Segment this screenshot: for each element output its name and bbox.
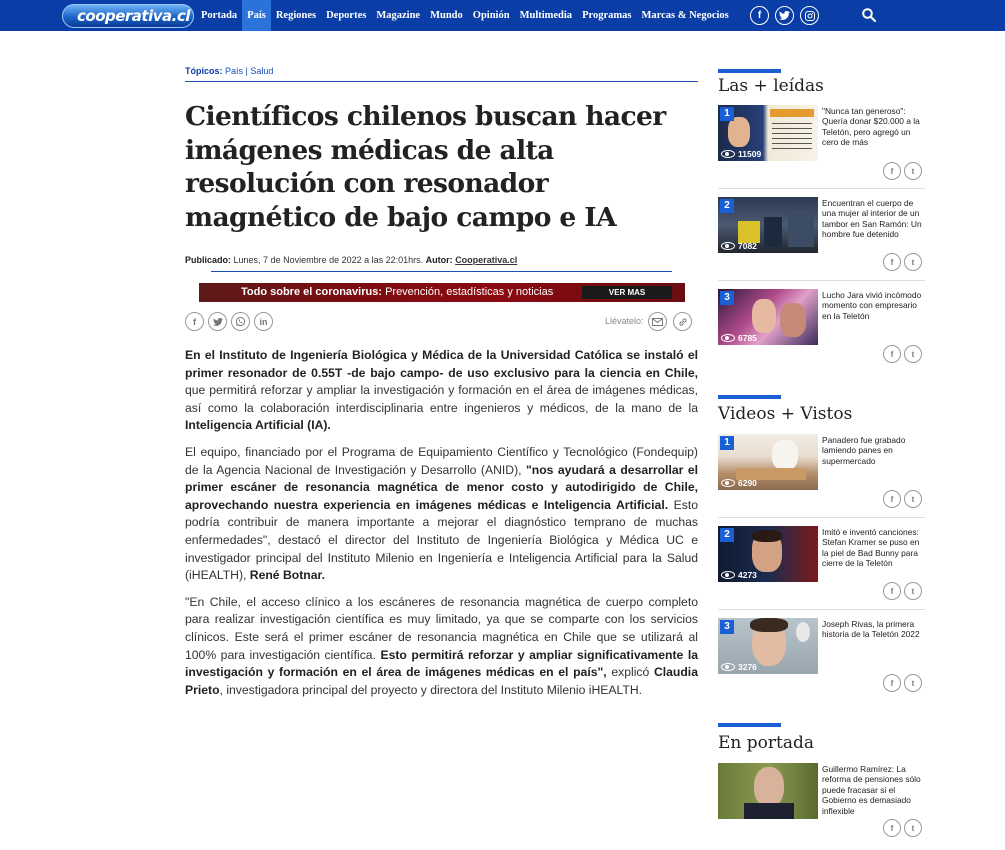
twitter-icon[interactable]: t bbox=[904, 674, 922, 692]
twitter-icon[interactable]: t bbox=[904, 253, 922, 271]
list-item[interactable] bbox=[718, 105, 925, 185]
list-item[interactable] bbox=[718, 526, 925, 606]
headline-link[interactable]: Panadero fue grabado lamiendo panes en supermercado bbox=[822, 435, 906, 466]
top-navigation-bar bbox=[0, 0, 1005, 31]
list-item[interactable] bbox=[718, 197, 925, 277]
headline-link[interactable]: Encuentran el cuerpo de una mujer al interior de un tambor en San Ramón: Un hombre fue detenido bbox=[822, 198, 922, 240]
ver-mas-button[interactable]: VER MAS bbox=[582, 286, 672, 299]
coronavirus-banner[interactable]: Todo sobre el coronavirus: Prevención, estadísticas y noticias VER MAS bbox=[199, 283, 685, 302]
eye-icon bbox=[721, 242, 735, 250]
section-title-mas-leidas: Las + leídas bbox=[718, 76, 824, 96]
facebook-icon[interactable]: f bbox=[883, 253, 901, 271]
link-icon[interactable] bbox=[673, 312, 692, 331]
divider bbox=[718, 188, 925, 189]
twitter-icon[interactable]: t bbox=[904, 819, 922, 837]
thumbnail[interactable]: 2 7082 bbox=[718, 197, 818, 253]
twitter-icon[interactable]: t bbox=[904, 162, 922, 180]
twitter-icon[interactable] bbox=[775, 6, 794, 25]
share-buttons bbox=[883, 162, 922, 180]
headline-link[interactable]: Guillermo Ramírez: La reforma de pensiones sólo puede fracasar si el Gobierno es demasiado inflexible bbox=[822, 764, 921, 816]
nav-item-magazine[interactable]: Magazine bbox=[376, 10, 421, 21]
share-buttons bbox=[883, 819, 922, 837]
facebook-icon[interactable]: f bbox=[883, 162, 901, 180]
divider bbox=[718, 609, 925, 610]
list-item[interactable] bbox=[718, 618, 925, 698]
nav-item-regiones[interactable]: Regiones bbox=[275, 10, 317, 21]
share-buttons bbox=[185, 312, 273, 331]
whatsapp-icon[interactable] bbox=[231, 312, 250, 331]
list-item[interactable] bbox=[718, 289, 925, 369]
thumbnail[interactable]: 1 11509 bbox=[718, 105, 818, 161]
share-buttons bbox=[883, 345, 922, 363]
headline-link[interactable]: Joseph Rivas, la primera historia de la Teletón 2022 bbox=[822, 619, 920, 640]
llevatelo-label: Llévatelo: bbox=[605, 316, 644, 326]
eye-icon bbox=[721, 663, 735, 671]
article-body bbox=[185, 347, 698, 708]
site-logo[interactable]: cooperativa.cl bbox=[62, 4, 194, 28]
article-paragraph: En el Instituto de Ingeniería Biológica y Médica de la Universidad Católica se instaló el primer resonador de 0.55T -de bajo campo- de uso exclusivo para la ciencia en Chile, que permitirá reforzar y ampliar la investigación y formación en el área de imágenes médicas, así como la colaboración interdisciplinaria entre ingenieros y médicos, de la mano de la Inteligencia Artificial (IA). bbox=[185, 348, 698, 433]
save-buttons bbox=[648, 312, 692, 331]
social-links bbox=[750, 6, 819, 25]
eye-icon bbox=[721, 334, 735, 342]
twitter-icon[interactable]: t bbox=[904, 582, 922, 600]
eye-icon bbox=[721, 150, 735, 158]
share-buttons bbox=[883, 253, 922, 271]
instagram-icon[interactable] bbox=[800, 6, 819, 25]
section-title-en-portada: En portada bbox=[718, 733, 814, 753]
share-buttons bbox=[883, 490, 922, 508]
nav-item-multimedia[interactable]: Multimedia bbox=[519, 10, 573, 21]
topics-label: Tópicos: bbox=[185, 66, 223, 76]
eye-icon bbox=[721, 479, 735, 487]
author-link[interactable]: Cooperativa.cl bbox=[455, 255, 518, 265]
topics-bar bbox=[185, 66, 698, 82]
list-item[interactable] bbox=[718, 763, 925, 843]
topic-link-pais[interactable]: País bbox=[225, 66, 244, 76]
article-paragraph: "En Chile, el acceso clínico a los escáneres de resonancia magnética de cuerpo completo para realizar investigación científica es muy limitado, ya que se comparte con los servicios clínicos. Este será el primer escáner de resonancia magnética en Chile que se utilizará al 100% para investigación científica. Esto permitirá reforzar y ampliar significativamente la investigación y formación en el área de imágenes médicas en el país", explicó Claudia Prieto, investigadora principal del proyecto y directora del Instituto Milenio iHEALTH. bbox=[185, 594, 698, 697]
headline-link[interactable]: Imitó e inventó canciones: Stefan Kramer se puso en la piel de Bad Bunny para cierre de la Teletón bbox=[822, 527, 920, 569]
twitter-icon[interactable]: t bbox=[904, 345, 922, 363]
headline-link[interactable]: Lucho Jara vivió incómodo momento con empresario en la Teletón bbox=[822, 290, 922, 321]
eye-icon bbox=[721, 571, 735, 579]
facebook-icon[interactable]: f bbox=[883, 345, 901, 363]
nav-item-portada[interactable]: Portada bbox=[201, 10, 238, 21]
thumbnail[interactable] bbox=[718, 763, 818, 819]
main-nav bbox=[196, 0, 734, 31]
article-title: Científicos chilenos buscan hacer imágenes médicas de alta resolución con resonador magnético de bajo campo e IA bbox=[185, 101, 666, 233]
nav-item-marcas-negocios[interactable]: Marcas & Negocios bbox=[641, 10, 729, 21]
nav-item-programas[interactable]: Programas bbox=[582, 10, 632, 21]
thumbnail[interactable]: 3 6785 bbox=[718, 289, 818, 345]
nav-item-deportes[interactable]: Deportes bbox=[326, 10, 367, 21]
email-icon[interactable] bbox=[648, 312, 667, 331]
divider bbox=[718, 280, 925, 281]
section-accent-bar bbox=[718, 395, 781, 399]
thumbnail[interactable]: 2 4273 bbox=[718, 526, 818, 582]
facebook-icon[interactable]: f bbox=[883, 674, 901, 692]
twitter-icon[interactable]: t bbox=[904, 490, 922, 508]
headline-link[interactable]: "Nunca tan generoso": Quería donar $20.000 a la Teletón, pero agregó un cero de más bbox=[822, 106, 920, 148]
facebook-icon[interactable]: f bbox=[883, 582, 901, 600]
section-accent-bar bbox=[718, 69, 781, 73]
facebook-icon[interactable]: f bbox=[750, 6, 769, 25]
byline: Publicado: Lunes, 7 de Noviembre de 2022 a las 22:01hrs. Autor: Cooperativa.cl bbox=[185, 255, 518, 265]
linkedin-icon[interactable]: in bbox=[254, 312, 273, 331]
divider bbox=[718, 517, 925, 518]
thumbnail[interactable]: 3 3276 bbox=[718, 618, 818, 674]
search-icon[interactable] bbox=[862, 8, 876, 22]
share-buttons bbox=[883, 674, 922, 692]
list-item[interactable] bbox=[718, 434, 925, 514]
share-buttons bbox=[883, 582, 922, 600]
nav-item-opinion[interactable]: Opinión bbox=[472, 10, 510, 21]
nav-item-mundo[interactable]: Mundo bbox=[430, 10, 463, 21]
facebook-icon[interactable]: f bbox=[883, 819, 901, 837]
facebook-icon[interactable]: f bbox=[185, 312, 204, 331]
thumbnail[interactable]: 1 6290 bbox=[718, 434, 818, 490]
nav-item-pais[interactable]: País bbox=[242, 0, 271, 31]
topic-link-salud[interactable]: | Salud bbox=[245, 66, 274, 76]
section-title-videos: Videos + Vistos bbox=[718, 404, 853, 424]
section-accent-bar bbox=[718, 723, 781, 727]
divider bbox=[211, 271, 672, 272]
twitter-icon[interactable] bbox=[208, 312, 227, 331]
article-paragraph: El equipo, financiado por el Programa de Equipamiento Científico y Tecnológico (Fondequip) de la Agencia Nacional de Investigación y Desarrollo (ANID), "nos ayudará a desarrollar el primer escáner de resonancia magnética de menor costo y autodirigido de Chile, aprovechando nuestra experiencia en imágenes médicas e Inteligencia Artificial. Esto podría contribuir de manera importante a mejorar el diagnóstico temprano de muchas enfermedades", destacó el director del Instituto de Ingeniería Biológica y Médica UC e investigador principal del Instituto Milenio en Ingeniería e Inteligencia Artificial para la Salud (iHEALTH), René Botnar. bbox=[185, 444, 698, 583]
facebook-icon[interactable]: f bbox=[883, 490, 901, 508]
